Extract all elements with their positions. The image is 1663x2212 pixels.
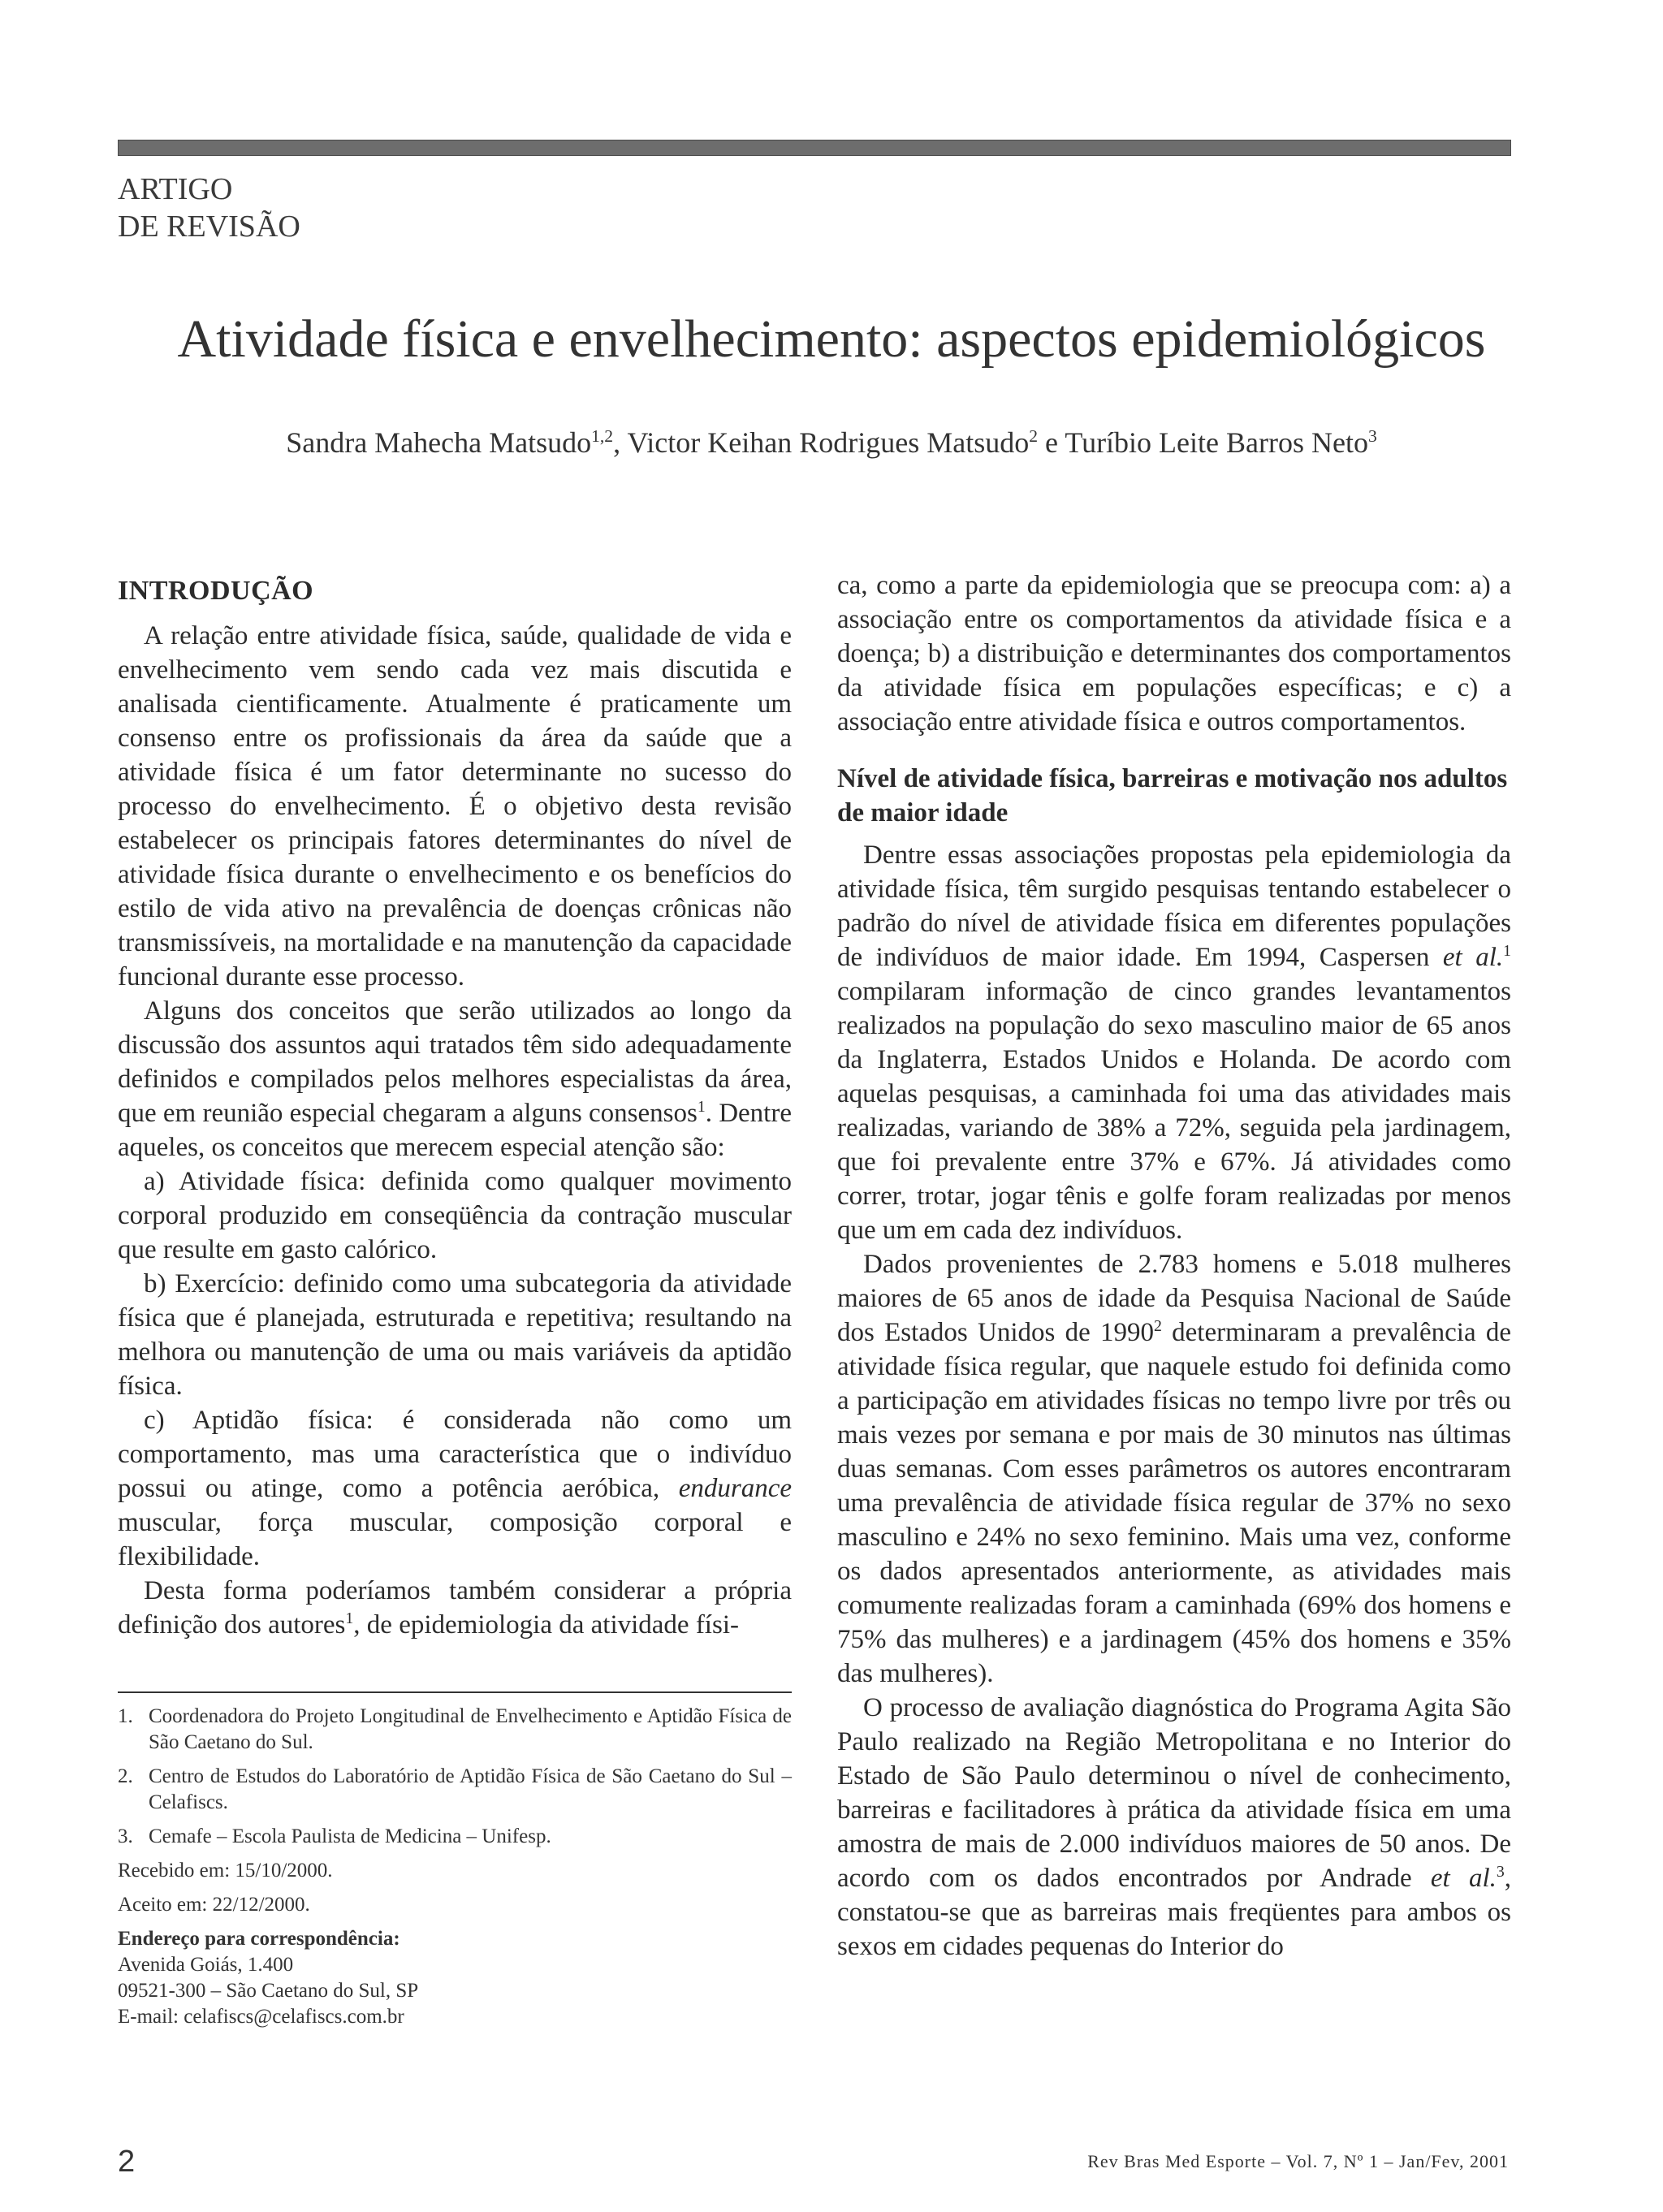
definition-item-c — [118, 1403, 792, 1574]
italic-term: et al. — [1430, 1864, 1497, 1893]
paragraph — [118, 1574, 792, 1642]
paragraph-text: . Dentre aqueles, os conceitos que merecem especial atenção são: — [118, 1099, 792, 1162]
left-column — [118, 568, 792, 1642]
citation-ref: 1 — [345, 1609, 354, 1627]
contact-email: E-mail: celafiscs@celafiscs.com.br — [118, 2006, 404, 2028]
paragraph-text: Alguns dos conceitos que serão utilizados ao longo da discussão dos assuntos aqui tratados têm sido adequadamente definidos e compilados pelos melhores especialistas da área, que em reunião especial chegaram a alguns consensos — [118, 996, 792, 1128]
paragraph — [837, 838, 1511, 1247]
section-label — [118, 171, 300, 245]
footnote-rule — [118, 1691, 792, 1693]
address-label: Endereço para correspondência: — [118, 1928, 400, 1950]
accepted-date: Aceito em: 22/12/2000. — [118, 1894, 310, 1916]
footnote-text: Coordenadora do Projeto Longitudinal de Envelhecimento e Aptidão Física de São Caetano do Sul. — [149, 1705, 792, 1753]
section-heading-introducao: INTRODUÇÃO — [118, 576, 314, 606]
paragraph-text: Desta forma poderíamos também considerar a própria definição dos autores — [118, 1576, 792, 1640]
author-3-affiliation: 3 — [1367, 426, 1377, 446]
author-2-affiliation: 2 — [1029, 426, 1039, 446]
paragraph — [837, 1247, 1511, 1691]
address-line-1: Avenida Goiás, 1.400 — [118, 1954, 294, 1976]
paragraph-text: Dados provenientes de 2.783 homens e 5.018 mulheres maiores de 65 anos de idade da Pesquisa Nacional de Saúde dos Estados Unidos de 1990 — [837, 1250, 1511, 1347]
paragraph — [837, 1691, 1511, 1964]
footnote-number: 3. — [118, 1825, 133, 1847]
italic-term: et al. — [1442, 943, 1504, 972]
footnote-2 — [118, 1764, 792, 1816]
author-1-affiliation: 1,2 — [591, 426, 614, 446]
italic-term: endurance — [678, 1474, 792, 1503]
right-column — [837, 568, 1511, 1964]
section-label-line1: ARTIGO — [118, 172, 233, 206]
paragraph: ca, como a parte da epidemiologia que se preocupa com: a) a associação entre os comportamentos da atividade física e a doença; b) a distribuição e determinantes dos comportamentos da atividade física em populações específicas; e c) a associação entre atividade física e outros comportamentos. — [837, 571, 1511, 737]
author-list — [0, 424, 1663, 461]
paragraph-text: muscular, força muscular, composição corporal e flexibilidade. — [118, 1508, 792, 1571]
paragraph — [118, 994, 792, 1164]
footnote-1 — [118, 1704, 792, 1756]
footnote-text: Centro de Estudos do Laboratório de Aptidão Física de São Caetano do Sul – Celafiscs. — [149, 1765, 792, 1813]
footnote-number: 1. — [118, 1705, 133, 1727]
citation-ref: 3 — [1496, 1863, 1505, 1881]
definition-item-b: b) Exercício: definido como uma subcategoria da atividade física que é planejada, estruturada e repetitiva; resultando na melhora ou manutenção de uma ou mais variáveis da aptidão física. — [118, 1269, 792, 1401]
citation-ref: 2 — [1154, 1317, 1162, 1335]
paragraph: A relação entre atividade física, saúde, qualidade de vida e envelhecimento vem sendo cada vez mais discutida e analisada cientificamente. Atualmente é praticamente um consenso entre os profissionais da área da saúde que a atividade física é um fator determinante no sucesso do processo do envelhecimento. É o objetivo desta revisão estabelecer os principais fatores determinantes do nível de atividade física durante o envelhecimento e os benefícios do estilo de vida ativo na prevalência de doenças crônicas não transmissíveis, na mortalidade e na manutenção da capacidade funcional durante esse processo. — [118, 621, 792, 992]
paragraph-text: , de epidemiologia da atividade físi- — [353, 1610, 739, 1640]
header-rule — [118, 140, 1511, 156]
paragraph-text: c) Aptidão física: é considerada não como um comportamento, mas uma característica que o indivíduo possui ou atinge, como a potência aeróbica, — [118, 1406, 792, 1503]
paragraph-text: O processo de avaliação diagnóstica do Programa Agita São Paulo realizado na Região Metropolitana e no Interior do Estado de São Paulo determinou o nível de conhecimento, barreiras e facilitadores à prática da atividade física em uma amostra de mais de 2.000 indivíduos maiores de 50 anos. De acordo com os dados encontrados por Andrade — [837, 1693, 1511, 1893]
definition-item-a: a) Atividade física: definida como qualquer movimento corporal produzido em conseqüência da contração muscular que resulte em gasto calórico. — [118, 1167, 792, 1264]
section-label-line2: DE REVISÃO — [118, 210, 300, 244]
journal-citation: Rev Bras Med Esporte – Vol. 7, Nº 1 – Jan/Fev, 2001 — [1087, 2151, 1509, 2171]
subsection-heading: Nível de atividade física, barreiras e motivação nos adultos de maior idade — [837, 764, 1508, 827]
author-2: , Victor Keihan Rodrigues Matsudo — [613, 426, 1030, 459]
address-line-2: 09521-300 – São Caetano do Sul, SP — [118, 1980, 419, 2002]
author-1: Sandra Mahecha Matsudo — [286, 426, 592, 459]
footnote-text: Cemafe – Escola Paulista de Medicina – Unifesp. — [149, 1825, 551, 1847]
paragraph-text: compilaram informação de cinco grandes levantamentos realizados na população do sexo masculino maior de 65 anos da Inglaterra, Estados Unidos e Holanda. De acordo com aquelas pesquisas, a caminhada foi uma das atividades mais realizadas, variando de 38% a 72%, seguida pela jardinagem, que foi prevalente entre 37% e 67%. Já atividades como correr, trotar, jogar tênis e golfe foram realizadas por menos que um em cada dez indivíduos. — [837, 977, 1511, 1245]
footnote-number: 2. — [118, 1765, 133, 1787]
citation-ref: 1 — [1503, 942, 1511, 960]
footnote-3 — [118, 1824, 792, 1850]
page-number: 2 — [118, 2145, 136, 2179]
received-date: Recebido em: 15/10/2000. — [118, 1860, 333, 1881]
paragraph-text: determinaram a prevalência de atividade física regular, que naquele estudo foi definida como a participação em atividades físicas no tempo livre por três ou mais vezes por semana e por mais de 30 minutos nas últimas duas semanas. Com esses parâmetros os autores encontraram uma prevalência de atividade física regular de 37% no sexo masculino e 24% no sexo feminino. Mais uma vez, conforme os dados apresentados anteriormente, as atividades mais comumente realizadas foram a caminhada (69% dos homens e 75% das mulheres) e a jardinagem (45% dos homens e 35% das mulheres). — [837, 1318, 1511, 1688]
citation-ref: 1 — [697, 1098, 706, 1116]
article-title: Atividade física e envelhecimento: aspectos epidemiológicos — [177, 309, 1486, 369]
author-3: e Turíbio Leite Barros Neto — [1038, 426, 1368, 459]
paragraph-text: , constatou-se que as barreiras mais freqüentes para ambos os sexos em cidades pequenas do Interior do — [837, 1864, 1512, 1961]
paragraph-text: Dentre essas associações propostas pela epidemiologia da atividade física, têm surgido pesquisas tentando estabelecer o padrão do nível de atividade física em diferentes populações de indivíduos de maior idade. Em 1994, Caspersen — [837, 840, 1511, 972]
footnotes — [118, 1704, 792, 2030]
